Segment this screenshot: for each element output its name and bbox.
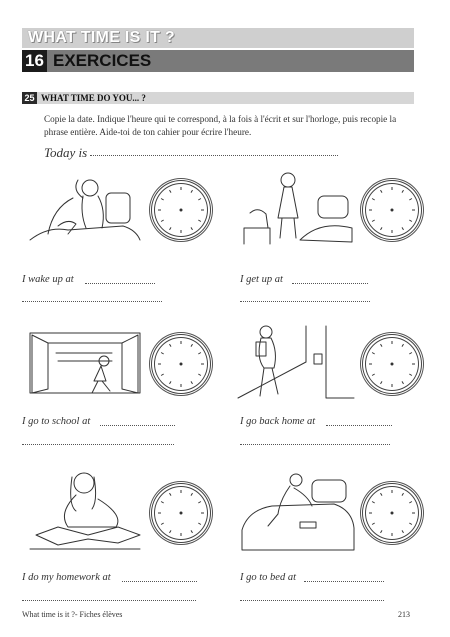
clock-tick bbox=[191, 530, 193, 533]
clock-tick bbox=[170, 227, 172, 230]
clock-ticks bbox=[366, 338, 418, 390]
get-up-illustration bbox=[240, 168, 355, 248]
clock-tick bbox=[191, 190, 193, 193]
exercise-heading bbox=[22, 92, 414, 104]
clock-tick bbox=[372, 353, 375, 355]
clock-face-school[interactable] bbox=[155, 338, 207, 390]
clock-tick bbox=[372, 523, 375, 525]
clock-tick bbox=[402, 227, 404, 230]
clock-center-dot bbox=[180, 209, 183, 212]
clock-tick bbox=[161, 199, 164, 201]
sentence-answer-line-get-up[interactable] bbox=[240, 301, 370, 302]
clock-ticks bbox=[366, 487, 418, 539]
clock-tick bbox=[409, 353, 412, 355]
clock-tick bbox=[198, 220, 201, 222]
chapter-banner bbox=[22, 50, 414, 72]
today-answer-line[interactable] bbox=[90, 155, 338, 156]
clock-tick bbox=[402, 381, 404, 384]
clock-tick bbox=[381, 530, 383, 533]
clock-tick bbox=[402, 344, 404, 347]
clock-tick bbox=[409, 199, 412, 201]
clock-face-bed[interactable] bbox=[366, 487, 418, 539]
clock-ticks bbox=[155, 184, 207, 236]
page-number: 213 bbox=[398, 610, 410, 619]
time-answer-line-bed[interactable] bbox=[304, 581, 384, 582]
clock-tick bbox=[409, 502, 412, 504]
wake-up-illustration bbox=[28, 168, 143, 248]
clock-tick bbox=[381, 344, 383, 347]
exercise-instruction: Copie la date. Indique l'heure qui te correspond, à la fois à l'écrit et sur l'horloge, puis recopie la phrase entière. Aide-toi de ton cahier pour écrire l'heure. bbox=[44, 114, 397, 137]
clock-ticks bbox=[155, 338, 207, 390]
time-answer-line-get-up[interactable] bbox=[292, 283, 368, 284]
clock-tick bbox=[198, 523, 201, 525]
time-answer-line-school[interactable] bbox=[100, 425, 175, 426]
clock-tick bbox=[381, 381, 383, 384]
clock-tick bbox=[161, 353, 164, 355]
chapter-number: 16 bbox=[22, 50, 47, 72]
clock-face-wake-up[interactable] bbox=[155, 184, 207, 236]
school-illustration bbox=[28, 325, 143, 397]
clock-tick bbox=[402, 190, 404, 193]
clock-tick bbox=[170, 344, 172, 347]
clock-tick bbox=[372, 374, 375, 376]
clock-tick bbox=[161, 523, 164, 525]
clock-tick bbox=[372, 502, 375, 504]
time-answer-line-back-home[interactable] bbox=[326, 425, 392, 426]
clock-face-get-up[interactable] bbox=[366, 184, 418, 236]
clock-ticks bbox=[155, 487, 207, 539]
clock-tick bbox=[381, 493, 383, 496]
clock-center-dot bbox=[180, 363, 183, 366]
clock-tick bbox=[409, 374, 412, 376]
chapter-title: EXERCICES bbox=[53, 51, 152, 70]
sentence-answer-line-school[interactable] bbox=[22, 444, 174, 445]
bed-illustration bbox=[238, 470, 358, 555]
clock-face-back-home[interactable] bbox=[366, 338, 418, 390]
item-label-wake-up: I wake up at bbox=[22, 274, 74, 285]
item-label-school: I go to school at bbox=[22, 416, 91, 427]
clock-tick bbox=[191, 493, 193, 496]
exercise-number: 25 bbox=[22, 92, 37, 104]
clock-center-dot bbox=[391, 512, 394, 515]
clock-tick bbox=[161, 502, 164, 504]
clock-ticks bbox=[366, 184, 418, 236]
clock-center-dot bbox=[180, 512, 183, 515]
clock-tick bbox=[402, 530, 404, 533]
footer-caption: What time is it ?- Fiches élèves bbox=[22, 610, 123, 619]
today-label: Today is bbox=[44, 145, 88, 160]
clock-tick bbox=[161, 374, 164, 376]
clock-tick bbox=[191, 227, 193, 230]
sentence-answer-line-bed[interactable] bbox=[240, 600, 384, 601]
top-banner bbox=[22, 28, 414, 48]
sentence-answer-line-wake-up[interactable] bbox=[22, 301, 162, 302]
clock-tick bbox=[372, 199, 375, 201]
time-answer-line-wake-up[interactable] bbox=[85, 283, 155, 284]
homework-illustration bbox=[28, 465, 143, 555]
clock-tick bbox=[161, 220, 164, 222]
item-label-homework: I do my homework at bbox=[22, 572, 111, 583]
clock-center-dot bbox=[391, 363, 394, 366]
item-label-bed: I go to bed at bbox=[240, 572, 296, 583]
clock-tick bbox=[170, 493, 172, 496]
clock-tick bbox=[409, 523, 412, 525]
clock-face-homework[interactable] bbox=[155, 487, 207, 539]
clock-tick bbox=[409, 220, 412, 222]
back-home-illustration bbox=[236, 322, 356, 402]
item-label-back-home: I go back home at bbox=[240, 416, 316, 427]
time-answer-line-homework[interactable] bbox=[122, 581, 197, 582]
clock-tick bbox=[170, 190, 172, 193]
clock-tick bbox=[198, 502, 201, 504]
clock-center-dot bbox=[391, 209, 394, 212]
clock-tick bbox=[402, 493, 404, 496]
clock-tick bbox=[191, 381, 193, 384]
clock-tick bbox=[198, 199, 201, 201]
clock-tick bbox=[381, 227, 383, 230]
clock-tick bbox=[198, 374, 201, 376]
exercise-title: WHAT TIME DO YOU... ? bbox=[41, 93, 146, 103]
item-label-get-up: I get up at bbox=[240, 274, 283, 285]
banner-title: WHAT TIME IS IT ? bbox=[28, 29, 176, 46]
sentence-answer-line-homework[interactable] bbox=[22, 600, 196, 601]
clock-tick bbox=[170, 381, 172, 384]
clock-tick bbox=[170, 530, 172, 533]
clock-tick bbox=[198, 353, 201, 355]
clock-tick bbox=[191, 344, 193, 347]
clock-tick bbox=[381, 190, 383, 193]
clock-tick bbox=[372, 220, 375, 222]
sentence-answer-line-back-home[interactable] bbox=[240, 444, 390, 445]
